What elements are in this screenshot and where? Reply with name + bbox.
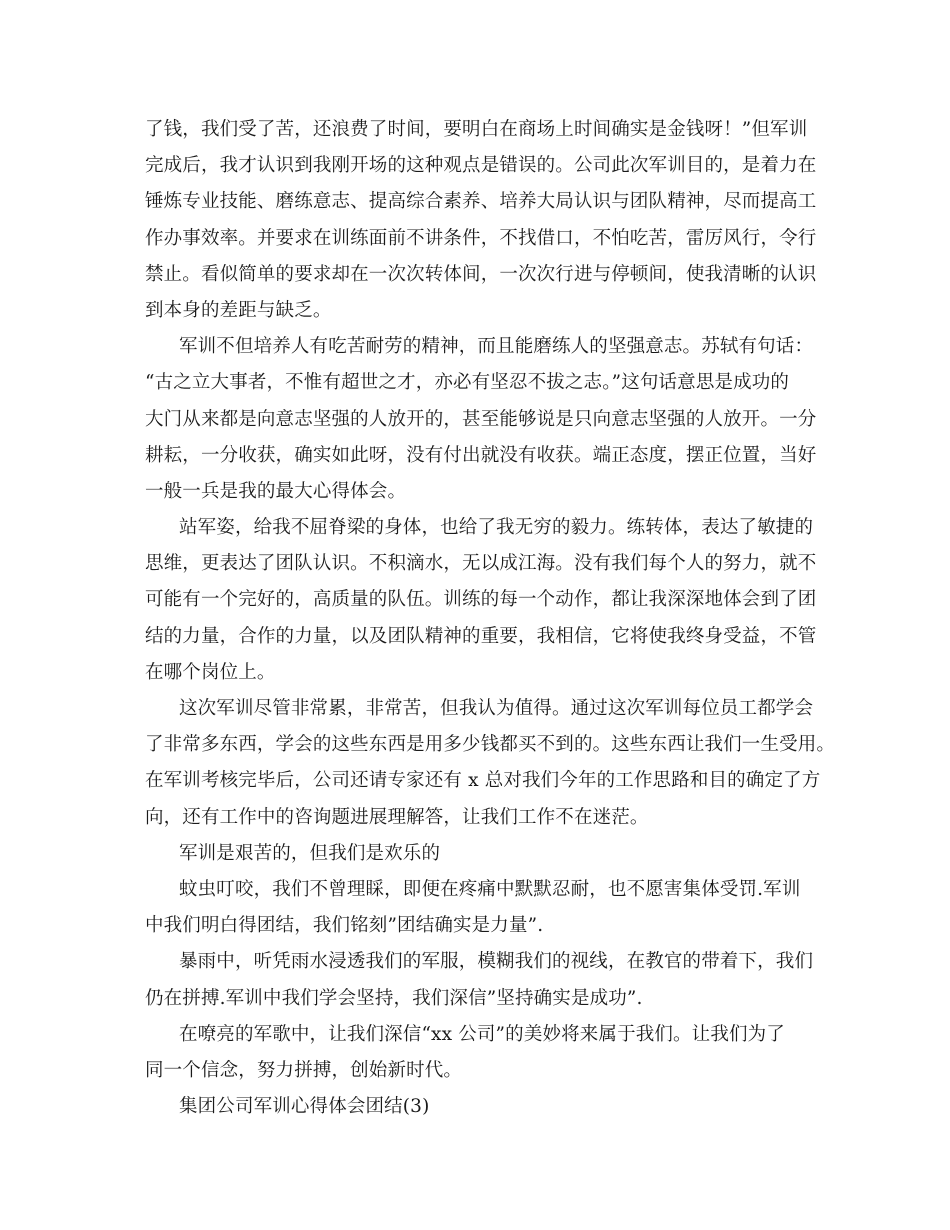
text-line: 仍在拼搏.军训中我们学会坚持，我们深信”坚持确实是成功”. — [145, 987, 643, 1009]
text-line: 完成后，我才认识到我刚开场的这种观点是错误的。公司此次军训目的，是着力在 — [145, 155, 817, 177]
text-line: 了非常多东西，学会的这些东西是用多少钱都买不到的。这些东西让我们一生受用。 — [145, 734, 836, 756]
text-line: 耕耘，一分收获，确实如此呀，没有付出就没有收获。端正态度，摆正位置，当好 — [145, 444, 817, 466]
text-line: 中我们明白得团结，我们铭刻”团结确实是力量”. — [145, 915, 544, 937]
text-line: 思维，更表达了团队认识。不积滴水，无以成江海。没有我们每个人的努力，就不 — [145, 553, 817, 575]
text-line: 结的力量，合作的力量，以及团队精神的重要，我相信，它将使我终身受益，不管 — [145, 625, 817, 647]
paragraph-first-line: 军训不但培养人有吃苦耐劳的精神，而且能磨练人的坚强意志。苏轼有句话： — [179, 336, 814, 358]
text-line: 锤炼专业技能、磨练意志、提高综合素养、培养大局认识与团队精神，尽而提高工 — [145, 191, 817, 213]
paragraph-first-line: 这次军训尽管非常累，非常苦，但我认为值得。通过这次军训每位员工都学会 — [179, 698, 814, 719]
text-line: 在哪个岗位上。 — [145, 661, 276, 683]
text-line: 可能有一个完好的，高质量的队伍。训练的每一个动作，都让我深深地体会到了团 — [145, 589, 817, 611]
text-line: 大门从来都是向意志坚强的人放开的，甚至能够说是只向意志坚强的人放开。一分 — [145, 408, 817, 430]
text-line: 在军训考核完毕后，公司还请专家还有 x 总对我们今年的工作思路和目的确定了方 — [145, 770, 821, 792]
text-line: “古之立大事者，不惟有超世之才，亦必有坚忍不拔之志。”这句话意思是成功的 — [145, 372, 790, 394]
paragraph-first-line: 蚊虫叮咬，我们不曾理睬，即便在疼痛中默默忍耐，也不愿害集体受罚.军训 — [179, 878, 801, 900]
paragraph-first-line: 站军姿，给我不屈脊梁的身体，也给了我无穷的毅力。练转体，表达了敏捷的 — [179, 517, 814, 539]
text-line: 了钱，我们受了苦，还浪费了时间，要明白在商场上时间确实是金钱呀！”但军训 — [145, 119, 808, 140]
paragraph-first-line: 暴雨中，听凭雨水浸透我们的军服，模糊我们的视线，在教官的带着下，我们 — [179, 951, 814, 973]
text-line: 禁止。看似简单的要求却在一次次转体间，一次次行进与停顿间，使我清晰的认识 — [145, 263, 817, 285]
paragraph-first-line: 在嘹亮的军歌中，让我们深信“xx 公司”的美妙将来属于我们。让我们为了 — [179, 1023, 785, 1045]
text-line: 到本身的差距与缺乏。 — [145, 299, 332, 321]
text-line: 一般一兵是我的最大心得体会。 — [145, 480, 407, 502]
text-line: 向，还有工作中的咨询题进展理解答，让我们工作不在迷茫。 — [145, 806, 649, 828]
paragraph-first-line: 集团公司军训心得体会团结(3) — [179, 1096, 430, 1118]
text-line: 作办事效率。并要求在训练面前不讲条件，不找借口，不怕吃苦，雷厉风行，令行 — [145, 227, 817, 249]
text-line: 同一个信念，努力拼搏，创始新时代。 — [145, 1059, 463, 1081]
paragraph-first-line: 军训是艰苦的，但我们是欢乐的 — [179, 842, 441, 864]
document-body — [145, 112, 836, 1125]
